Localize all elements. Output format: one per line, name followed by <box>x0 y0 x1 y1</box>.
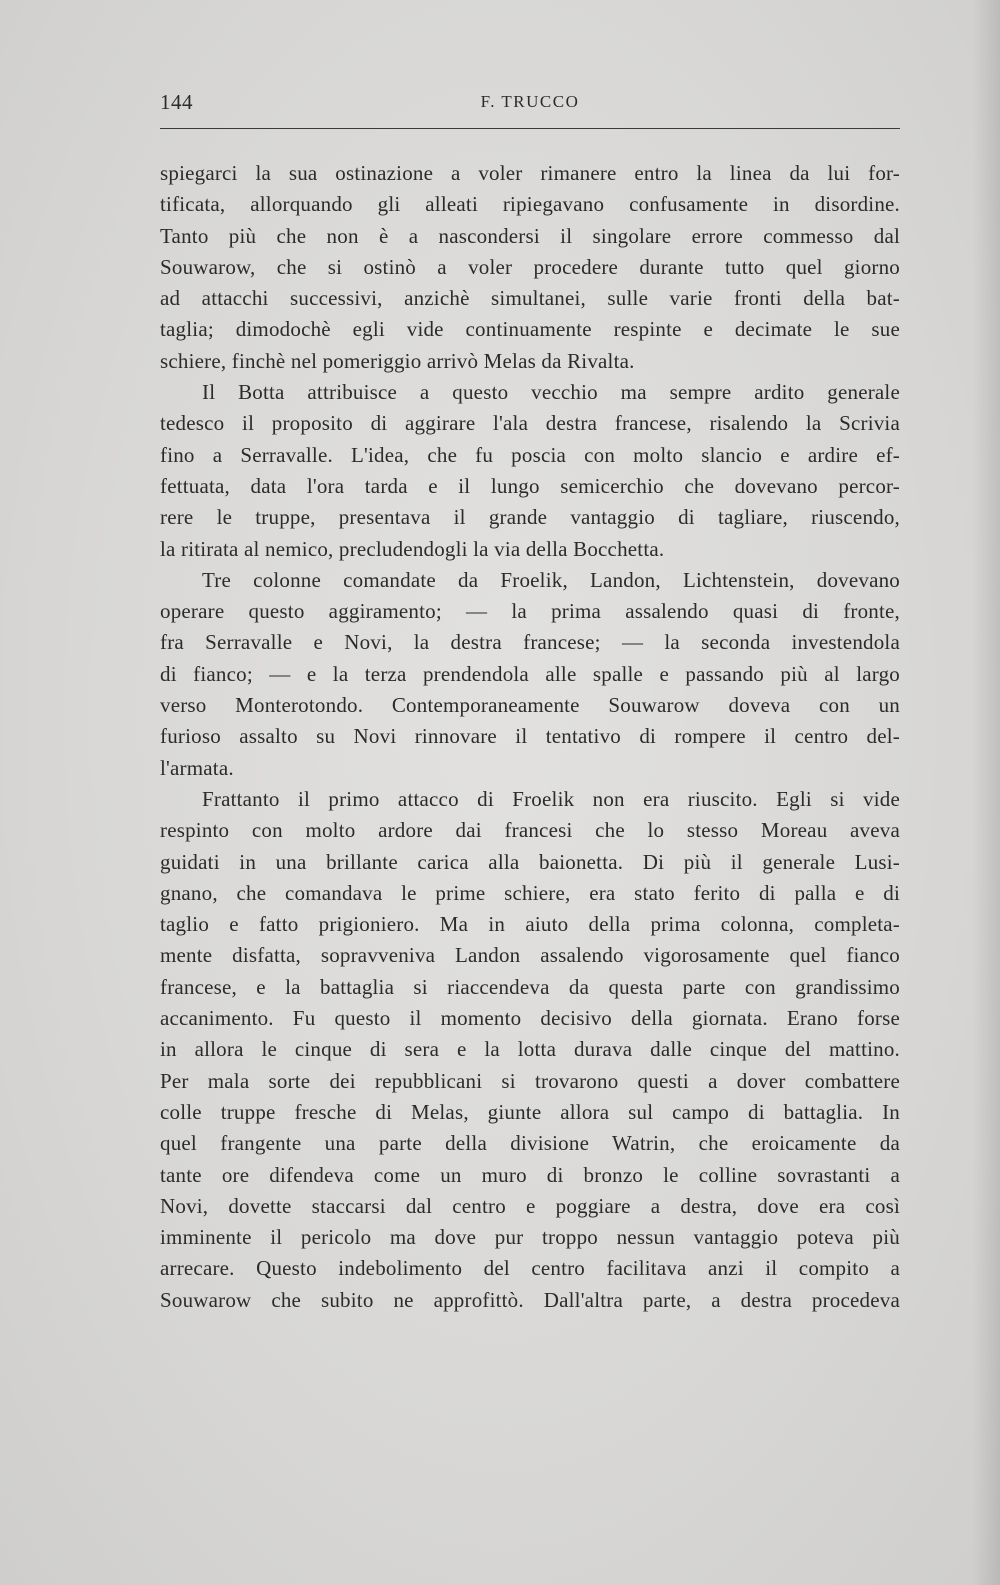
body-text <box>160 158 900 1316</box>
page-edge-shadow <box>972 0 1000 1585</box>
text-line: la ritirata al nemico, precludendogli la via della Bocchetta. <box>160 536 665 561</box>
text-line: colle truppe fresche di Melas, giunte allora sul campo di battaglia. In <box>160 1099 900 1124</box>
text-line: spiegarci la sua ostinazione a voler rimanere entro la linea da lui for- <box>160 161 900 185</box>
page-header <box>160 88 900 124</box>
text-line: gnano, che comandava le prime schiere, era stato ferito di palla e di <box>160 880 900 905</box>
text-line: fettuata, data l'ora tarda e il lungo semicerchio che dovevano percor- <box>160 473 900 498</box>
text-line: mente disfatta, sopravveniva Landon assalendo vigorosamente quel fianco <box>160 943 900 968</box>
header-rule <box>160 128 900 129</box>
text-line: tante ore difendeva come un muro di bronzo le colline sovrastanti a <box>160 1162 900 1187</box>
text-line: Tanto più che non è a nascondersi il singolare errore commesso dal <box>160 223 900 248</box>
text-line: fino a Serravalle. L'idea, che fu poscia con molto slancio e ardire ef- <box>160 442 900 467</box>
text-line: l'armata. <box>160 755 234 780</box>
text-line: arrecare. Questo indebolimento del centro facilitava anzi il compito a <box>160 1256 900 1281</box>
text-line: tificata, allorquando gli alleati ripiegavano confusamente in disordine. <box>160 192 900 217</box>
text-line: quel frangente una parte della divisione Watrin, che eroicamente da <box>160 1131 900 1156</box>
text-line: schiere, finchè nel pomeriggio arrivò Melas da Rivalta. <box>160 348 635 373</box>
text-line: Souwarow che subito ne approfittò. Dall'altra parte, a destra procedeva <box>160 1287 900 1312</box>
text-line: Il Botta attribuisce a questo vecchio ma sempre ardito generale <box>202 380 900 405</box>
text-line: Novi, dovette staccarsi dal centro e poggiare a destra, dove era così <box>160 1193 900 1218</box>
text-line: Per mala sorte dei repubblicani si trovarono questi a dover combattere <box>160 1068 900 1093</box>
text-line: taglia; dimodochè egli vide continuamente respinte e decimate le sue <box>160 317 900 342</box>
text-line: imminente il pericolo ma dove pur troppo nessun vantaggio poteva più <box>160 1225 900 1250</box>
text-line: fra Serravalle e Novi, la destra francese; — la seconda investendola <box>160 630 900 655</box>
text-line: taglio e fatto prigioniero. Ma in aiuto della prima colonna, completa- <box>160 912 900 937</box>
text-line: verso Monterotondo. Contemporaneamente Souwarow doveva con un <box>160 693 900 718</box>
text-line: furioso assalto su Novi rinnovare il tentativo di rompere il centro del- <box>160 724 900 749</box>
text-line: in allora le cinque di sera e la lotta durava dalle cinque del mattino. <box>160 1037 900 1062</box>
text-line: accanimento. Fu questo il momento decisivo della giornata. Erano forse <box>160 1006 900 1031</box>
text-line: rere le truppe, presentava il grande vantaggio di tagliare, riuscendo, <box>160 505 900 530</box>
text-line: ad attacchi successivi, anzichè simultanei, sulle varie fronti della bat- <box>160 286 900 311</box>
running-head: F. TRUCCO <box>480 92 580 111</box>
text-line: Souwarow, che si ostinò a voler procedere durante tutto quel giorno <box>160 254 900 279</box>
text-line: respinto con molto ardore dai francesi che lo stesso Moreau aveva <box>160 818 900 843</box>
text-line: tedesco il proposito di aggirare l'ala destra francese, risalendo la Scrivia <box>160 411 900 436</box>
text-line: Tre colonne comandate da Froelik, Landon, Lichtenstein, dovevano <box>202 567 900 592</box>
text-line: di fianco; — e la terza prendendola alle spalle e passando più al largo <box>160 661 900 686</box>
page-number: 144 <box>160 90 193 114</box>
text-line: Frattanto il primo attacco di Froelik non era riuscito. Egli si vide <box>202 786 900 811</box>
text-line: francese, e la battaglia si riaccendeva da questa parte con grandissimo <box>160 974 900 999</box>
text-line: operare questo aggiramento; — la prima assalendo quasi di fronte, <box>160 599 900 624</box>
text-line: guidati in una brillante carica alla baionetta. Di più il generale Lusi- <box>160 849 900 874</box>
